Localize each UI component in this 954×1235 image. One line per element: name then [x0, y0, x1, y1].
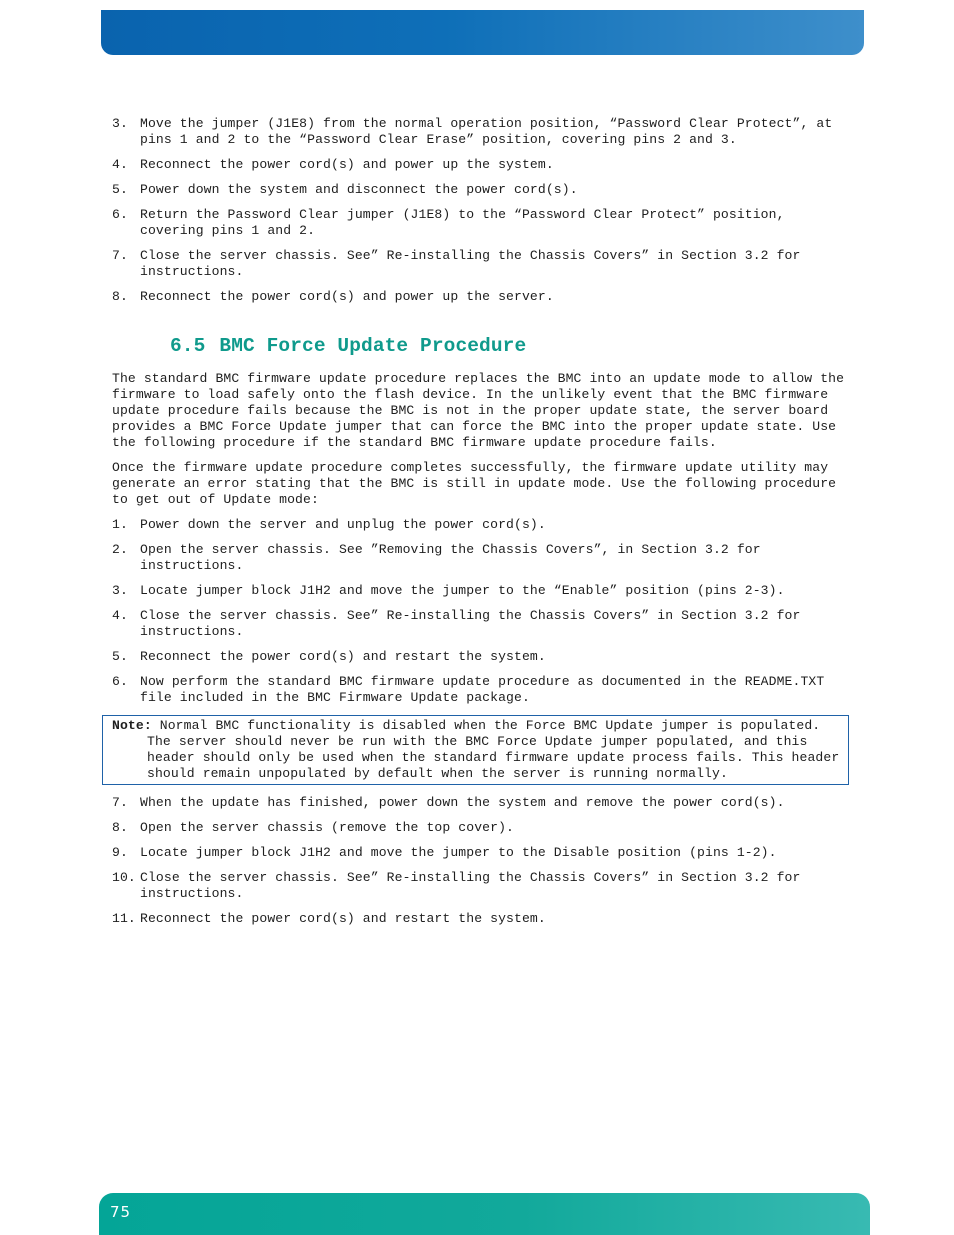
paragraph: Once the firmware update procedure completes successfully, the firmware update utility may generate an error stating that the BMC is still in update mode. Use the following procedure to get out of Update mode: [112, 460, 837, 507]
step-number: 4. [112, 608, 128, 623]
step-number: 8. [112, 289, 128, 304]
step-text: Return the Password Clear jumper (J1E8) to the “Password Clear Protect” position, covering pins 1 and 2. [140, 207, 785, 238]
step-number: 6. [112, 674, 128, 689]
step-number: 8. [112, 820, 128, 835]
step-text: Power down the server and unplug the power cord(s). [140, 517, 546, 532]
step-text: Locate jumper block J1H2 and move the jumper to the “Enable” position (pins 2-3). [140, 583, 785, 598]
page-number: 75 [110, 1203, 132, 1221]
list-item [112, 157, 847, 173]
step-text: Locate jumper block J1H2 and move the jumper to the Disable position (pins 1-2). [140, 845, 777, 860]
list-item [112, 795, 847, 811]
header-band [101, 10, 864, 55]
step-text: Reconnect the power cord(s) and power up the system. [140, 157, 554, 172]
section-title: BMC Force Update Procedure [219, 335, 527, 357]
list-item [112, 911, 847, 927]
steps-list-b [112, 795, 847, 927]
step-number: 4. [112, 157, 128, 172]
list-item [112, 182, 847, 198]
step-number: 7. [112, 795, 128, 810]
step-number: 2. [112, 542, 128, 557]
list-item [112, 870, 847, 902]
step-text: When the update has finished, power down the system and remove the power cord(s). [140, 795, 785, 810]
step-text: Open the server chassis (remove the top cover). [140, 820, 515, 835]
step-text: Close the server chassis. See” Re-installing the Chassis Covers” in Section 3.2 for instructions. [140, 248, 801, 279]
step-number: 6. [112, 207, 128, 222]
list-item [112, 248, 847, 280]
step-number: 11. [112, 911, 136, 926]
step-text: Reconnect the power cord(s) and power up the server. [140, 289, 554, 304]
list-item [112, 517, 847, 533]
step-text: Now perform the standard BMC firmware update procedure as documented in the README.TXT file included in the BMC Firmware Update package. [140, 674, 825, 705]
list-item [112, 289, 847, 305]
step-number: 9. [112, 845, 128, 860]
paragraph: The standard BMC firmware update procedure replaces the BMC into an update mode to allow the firmware to load safely onto the flash device. In the unlikely event that the BMC firmware update procedure fails because the BMC is not in the proper update state, the server board provides a BMC Force Update jumper that can force the BMC into the proper update state. Use the following procedure if the standard BMC firmware update procedure fails. [112, 371, 845, 450]
step-number: 1. [112, 517, 128, 532]
step-text: Close the server chassis. See” Re-installing the Chassis Covers” in Section 3.2 for instructions. [140, 608, 801, 639]
step-number: 5. [112, 182, 128, 197]
footer-band [99, 1193, 870, 1235]
step-number: 10. [112, 870, 136, 885]
list-item [112, 207, 847, 239]
step-number: 5. [112, 649, 128, 664]
list-item [112, 845, 847, 861]
steps-list-a [112, 517, 847, 706]
section-heading [170, 334, 847, 358]
section-number: 6.5 [170, 335, 206, 357]
list-item [112, 116, 847, 148]
step-text: Power down the system and disconnect the power cord(s). [140, 182, 578, 197]
list-item [112, 608, 847, 640]
list-item [112, 542, 847, 574]
list-item [112, 820, 847, 836]
step-text: Reconnect the power cord(s) and restart the system. [140, 649, 546, 664]
note-box [102, 715, 849, 785]
step-text: Close the server chassis. See” Re-installing the Chassis Covers” in Section 3.2 for instructions. [140, 870, 801, 901]
list-item [112, 583, 847, 599]
note-content [112, 718, 840, 782]
step-number: 3. [112, 116, 128, 131]
page-content [112, 116, 847, 936]
step-text: Open the server chassis. See ”Removing the Chassis Covers”, in Section 3.2 for instructions. [140, 542, 761, 573]
step-text: Move the jumper (J1E8) from the normal operation position, “Password Clear Protect”, at pins 1 and 2 to the “Password Clear Erase” position, covering pins 2 and 3. [140, 116, 833, 147]
steps-list-top [112, 116, 847, 305]
list-item [112, 649, 847, 665]
step-number: 3. [112, 583, 128, 598]
note-label: Note: [112, 718, 152, 733]
list-item [112, 674, 847, 706]
note-text: Normal BMC functionality is disabled when the Force BMC Update jumper is populated. The server should never be run with the BMC Force Update jumper populated, and this header should only be used when the standard firmware update process fails. This header should remain unpopulated by default when the server is running normally. [147, 718, 840, 781]
step-number: 7. [112, 248, 128, 263]
step-text: Reconnect the power cord(s) and restart the system. [140, 911, 546, 926]
